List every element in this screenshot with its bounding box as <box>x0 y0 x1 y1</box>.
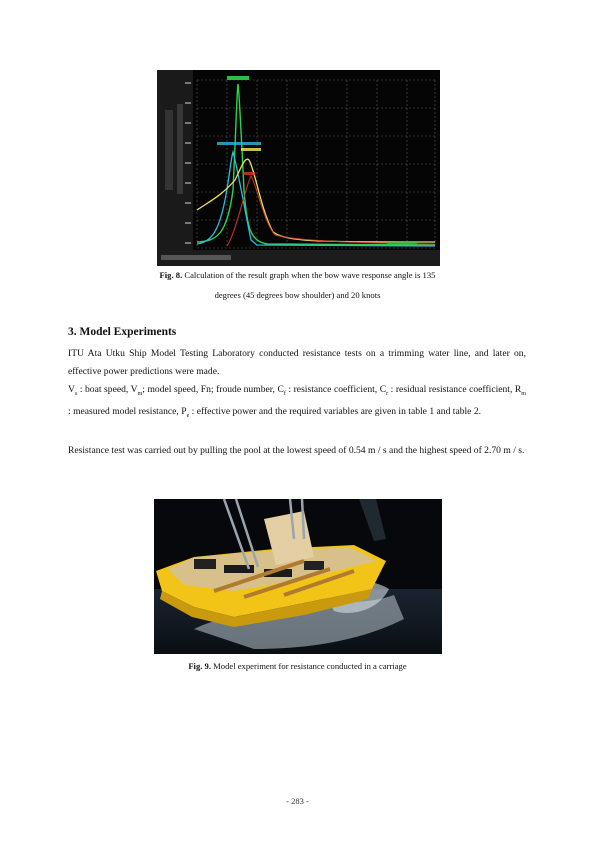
figure-8-caption-cont <box>60 286 535 305</box>
var-pe-desc: : effective power and the required variables are given in table 1 and table 2. <box>191 405 482 417</box>
figure-8-caption-line2: degrees (45 degrees bow shoulder) and 20 knots <box>214 290 381 300</box>
page-number: - 283 - <box>286 796 309 806</box>
paragraph-variables <box>68 381 526 425</box>
var-cr-sub: r <box>386 390 389 397</box>
section-heading <box>68 326 176 338</box>
section-title: Model Experiments <box>79 326 177 338</box>
boat-picture <box>154 499 442 654</box>
var-vs: V <box>68 384 75 395</box>
var-vm-sub: m <box>137 390 143 397</box>
var-pe-sub: e <box>186 412 190 419</box>
var-rm-desc: : measured model resistance, P <box>68 405 187 417</box>
var-cf-desc: : resistance coefficient, C <box>288 384 387 395</box>
graph-picture <box>157 70 440 266</box>
figure-8-caption <box>60 266 535 285</box>
figure-8-graph-image <box>157 70 440 266</box>
section-number: 3. <box>68 326 77 338</box>
figure-9-caption-text: Model experiment for resistance conducted in a carriage <box>213 661 407 671</box>
figure-8-caption-line1: Calculation of the result graph when the bow wave response angle is 135 <box>184 270 436 280</box>
figure-8-label: Fig. 8. <box>159 270 183 280</box>
figure-9-caption <box>60 657 535 676</box>
paragraph-resistance-test: Resistance test was carried out by pulling the pool at the lowest speed of 0.54 m / s and the highest speed of 2.70 m / s. <box>68 445 525 456</box>
var-rm-sub: m <box>521 390 526 397</box>
var-vs-desc: : boat speed, V <box>79 384 138 395</box>
figure-9-photo <box>154 499 442 654</box>
figure-9-label: Fig. 9. <box>188 661 211 671</box>
paragraph-intro: ITU Ata Utku Ship Model Testing Laboratory conducted resistance tests on a trimming water line, and later on, effective power predictions were made. <box>68 348 526 377</box>
var-vs-sub: s <box>74 390 78 397</box>
var-vm-desc: ; model speed, Fn; froude number, C <box>142 384 284 395</box>
var-cr-desc: : residual resistance coefficient, R <box>390 384 522 395</box>
var-cf-sub: f <box>283 390 286 397</box>
